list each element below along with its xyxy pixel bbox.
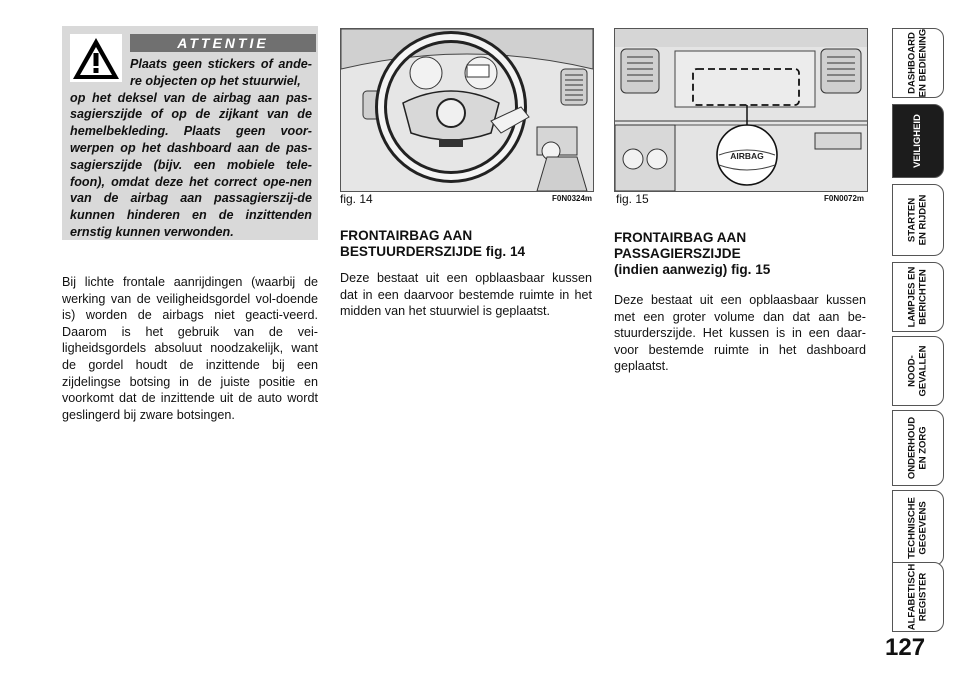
figure-15-dashboard <box>614 28 868 192</box>
section-title-line: PASSAGIERSZIJDE <box>614 246 741 261</box>
section-title-line: FRONTAIRBAG AAN <box>614 230 747 245</box>
tab-onderhoud-en-zorg[interactable]: ONDERHOUD EN ZORG <box>892 410 944 486</box>
section-figure-ref: fig. 14 <box>485 244 526 259</box>
tab-veiligheid[interactable]: VEILIGHEID <box>892 104 944 178</box>
tab-noodgevallen[interactable]: NOOD- GEVALLEN <box>892 336 944 406</box>
page-number: 127 <box>885 634 926 661</box>
section-heading-passenger-airbag <box>614 230 866 278</box>
figure-14-caption: fig. 14 <box>340 192 373 206</box>
section-figure-ref: fig. 15 <box>731 262 771 277</box>
tab-lampjes-en-berichten[interactable]: LAMPJES EN BERICHTEN <box>892 262 944 332</box>
section-title: FRONTAIRBAG AAN BESTUURDERSZIJDE <box>340 228 482 259</box>
intro-paragraph: Bij lichte frontale aanrijdingen (waarbij de werking van de veiligheidsgordel vol-doende is) worden de airbags niet geacti-veerd. Daarom is het gebruik van de vei-ligheidsgordels absoluut noodzakelijk, want de gordel houdt de inzittende bij een zijdelingse botsing in de juiste positie en voorkomt dat de inzittende uit de auto wordt geslingerd bij zware botsingen. <box>62 275 318 422</box>
tab-alfabetisch-register[interactable]: ALFABETISCH REGISTER <box>892 562 944 632</box>
figure-14-steering-wheel <box>340 28 594 192</box>
warning-text <box>70 56 312 241</box>
section-title-line <box>614 262 866 278</box>
section-paragraph-driver-airbag: Deze bestaat uit een opblaasbaar kussen dat in een daarvoor bestemde ruimte in het midden van het stuurwiel is geplaatst. <box>340 271 592 319</box>
warning-box <box>62 26 318 240</box>
figure-14-code: F0N0324m <box>552 194 593 203</box>
warning-body: op het deksel van de airbag aan pas-sagierszijde of op de zijkant van de hemelbekleding. Plaats geen voor-werpen op het dashboard aan de pas-sagierszijde (bijv. een mobiele tele-foon), omdat deze het correct ope-nen van de airbag aan passagierszij-de kunnen hinderen en de inzittenden ernstig kunnen verwonden. <box>70 90 312 239</box>
section-paragraph-passenger-airbag: Deze bestaat uit een opblaasbaar kussen met een groter volume dan dat aan be-stuurderszijde. Het kussen is in een daar-voor bestemde ruimte in het dashboard geplaatst. <box>614 293 866 374</box>
warning-lead: Plaats geen stickers of ande-re objecten op het stuurwiel, <box>130 57 312 88</box>
section-title-qualifier: (indien aanwezig) <box>614 262 728 277</box>
section-heading-driver-airbag <box>340 228 592 260</box>
warning-title: ATTENTIE <box>130 34 316 52</box>
tab-starten-en-rijden[interactable]: STARTEN EN RIJDEN <box>892 184 944 256</box>
airbag-label: AIRBAG <box>730 151 764 161</box>
figure-15-code: F0N0072m <box>824 194 865 203</box>
tab-technische-gegevens[interactable]: TECHNISCHE GEGEVENS <box>892 490 944 566</box>
figure-15-caption: fig. 15 <box>616 192 649 206</box>
tab-dashboard-en-bediening[interactable]: DASHBOARD EN BEDIENING <box>892 28 944 98</box>
